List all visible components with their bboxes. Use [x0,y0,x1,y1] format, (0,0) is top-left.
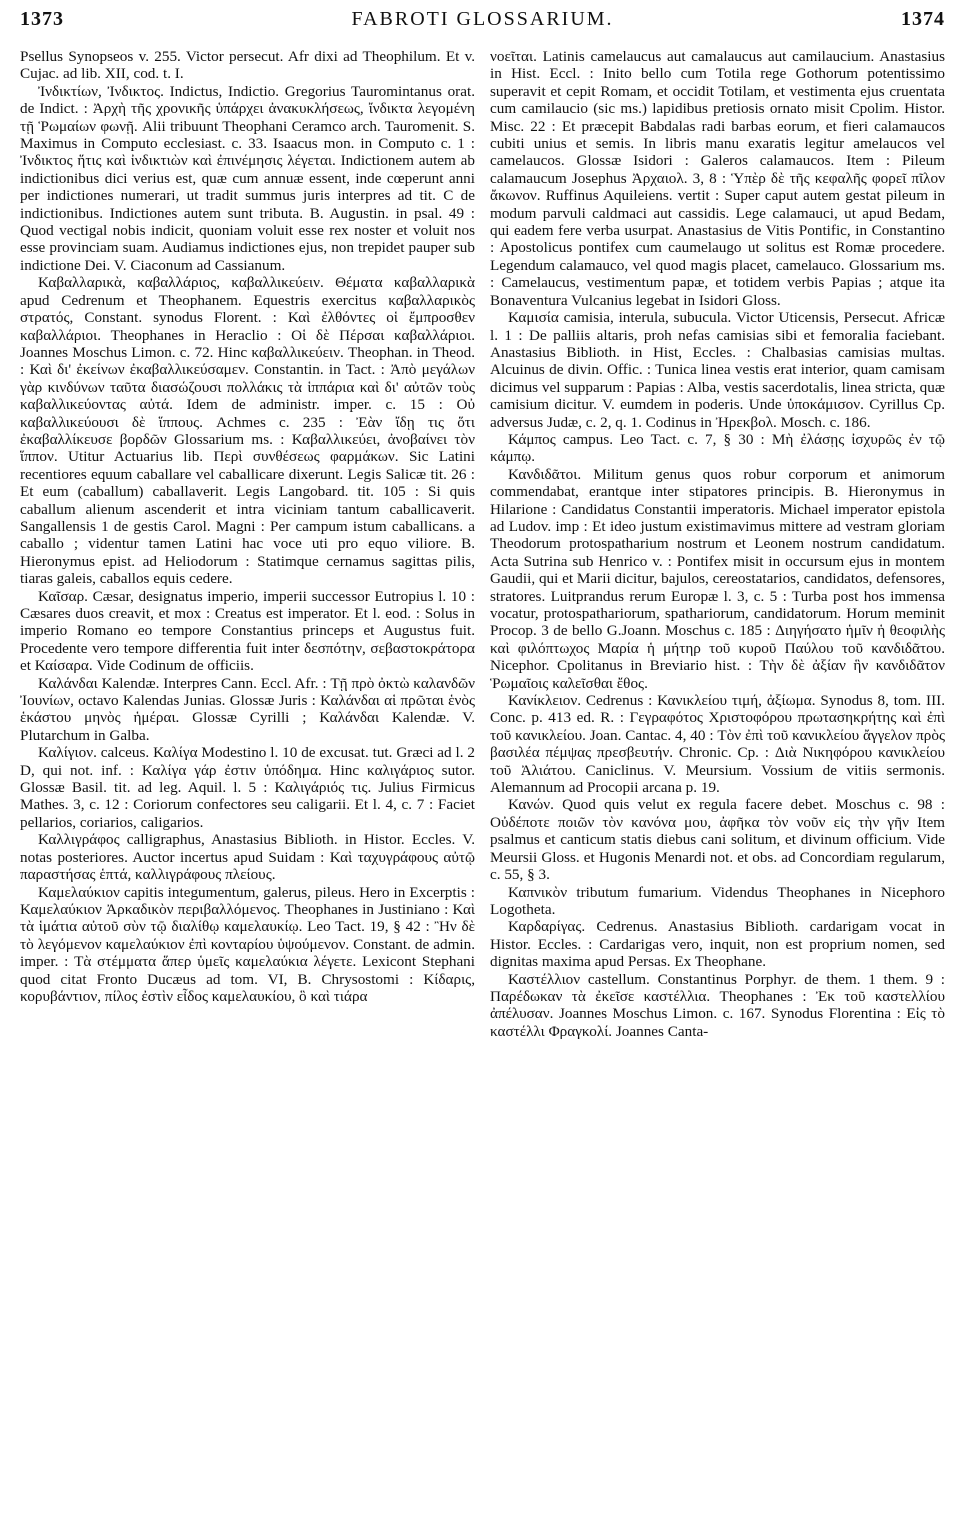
entry: Κάμπος campus. Leo Tact. c. 7, § 30 : Μὴ ἐλάσῃς ἰσχυρῶς ἐν τῷ κάμπῳ. [490,430,945,466]
entry: Καρδαρίγας. Cedrenus. Anastasius Biblioth. cardarigam vocat in Histor. Eccles. : Cardarigas vero, inquit, non est proprium nomen, sed dignitas maxima apud Persas. Ex Theophane. [490,918,945,971]
entry: νοεῖται. Latinis camelaucus aut camalaucus aut camilaucium. Anastasius in Hist. Eccl. : Inito bello cum Totila rege Gothorum potentissimo superavit et cepit Romam, et occidit Totilam, et vestimenta ejus cruentata cum camilaucio (sic ms.) lapidibus pretiosis ornato misit Cpolim. Histor. Misc. 22 : Et præcepit Babdalas radi barbas eorum, et fieri calamaucos cubiti unius et semis. In libris manu exaratis legitur amelaucos vel camelaucos. Glossæ Isidori : Galeros calamaucos. Item : Pileum calamaucum Josephus Ἀρχαιολ. 3, 8 : Ὑπὲρ δὲ τῆς κεφαλῆς φορεῖ πῖλον ἄκωνον. Ruffinus Aquileiens. vertit : Super caput autem gestat pileum in modum parvuli caldmaci aut cassidis. Lege calamauci, ut apud Bedam, qui eadem fere verba usurpat. Anastasius de Vitis Pontific, in Constantino : Apostolicus pontifex cum caumelaugo ut solitus est Romæ procedere. Legendum calamauco, vel quod magis placet, camelauco. Glossarium ms. : Camelaucus, vestimentum papæ, et totidem verbis Papias ; atque ita Bonaventura Vulcanius legebat in Isidori Gloss. [490,48,945,309]
entry: Καμισία camisia, interula, subucula. Victor Uticensis, Persecut. Africæ l. 1 : De palliis altaris, proh nefas camisias sibi et femoralia faciebant. Anastasius Biblioth. in Hist, Eccles. : Chalbasias camisias multas. Alcuinus de divin. Offic. : Tunica linea vestis erat interior, quam camisam dicimus vel supparum : Papias : Alba, vestis sacerdotalis, linea stricta, quæ camisium dicitur. V. eumdem in poderis. Unde ὑποκάμισον. Cyrillus Cp. adversus Judæ, c. 2, q. 1. Codinus in Ἠρεκβολ. Mosch. c. 186. [490,309,945,431]
running-title: FABROTI GLOSSARIUM. [351,8,614,30]
entry: Κανών. Quod quis velut ex regula facere debet. Moschus c. 98 : Οὐδέποτε ποιῶν τὸν κανόνα μου, ἀφῆκα τὸν νοῦν εἰς τὴν γῆν Item psalmus et canticum statis diebus cani solitum, et divinum officium. Vide Meursii Gloss. et Hugonis Menardi not. et obs. ad Concordiam regularum, c. 55, § 3. [490,796,945,884]
text-columns [20,48,945,1040]
entry: Καπνικὸν tributum fumarium. Videndus Theophanes in Nicephoro Logotheta. [490,883,945,918]
right-column [490,48,945,1040]
entry: Καλλιγράφος calligraphus, Anastasius Biblioth. in Histor. Eccles. V. notas posteriores. Auctor incertus apud Suidam : Καὶ ταχυγράφους αὐτῷ παραστήσας ἑπτά, καλλιγράφους πλείους. [20,831,475,884]
entry: Καλάνδαι Kalendæ. Interpres Cann. Eccl. Afr. : Τῇ πρὸ ὀκτὼ καλανδῶν Ἰουνίων, octavo Kalendas Junias. Glossæ Juris : Καλάνδαι αἱ πρῶται ἑνὸς ἑκάστου μηνὸς ἡμέραι. Glossæ Cyrilli ; Καλάνδαι Kalendæ. V. Plutarchum in Galba. [20,674,475,744]
page-number-right: 1374 [900,8,945,30]
page-number-left: 1373 [20,8,64,30]
entry: Κανδιδᾶτοι. Militum genus quos robur corporum et animorum commendabat, erantque inter stipatores principis. B. Hieronymus in Hilarione : Candidatus Constantii imperatoris. Michael imperator epistola ad Ludov. imp : Et ideo justum existimavimus mittere ad vestram gloriam Theodorum protospatharium nostrum et Leonem nostrum candidatum. Acta Sutrina sub Henrico v. : Pontifex misit in occursum ejus in montem Gaudii, qui et Marii dicitur, bajulos, cereostatarios, candidatos, defensores, stratores. Luitprandus rerum Europæ l. 3, c. 5 : Turba post hos immensa vocatur, protospathariorum, spathariorum, candidatorum. Horum meminit Procop. 3 de bello G.Joann. Moschus c. 185 : Διηγήσατο ἡμῖν ἡ θεοφιλὴς καὶ φιλόπτωχος Μαρία ἡ μήτηρ τοῦ κυροῦ Παύλου τοῦ κανδιδᾶτου. Nicephor. Cpolitanus in Breviario hist. : Τὴν δὲ ἀξίαν ἣν κανδιδᾶτον Ῥωμαῖοις καλεῖσθαι ἔθος. [490,465,945,692]
entry: Καβαλλαρικὰ, καβαλλάριος, καβαλλικεύειν. Θέματα καβαλλαρικὰ apud Cedrenum et Theophanem. Equestris exercitus καβαλλαρικὸς στρατός, Constant. synodus Florent. : Καὶ ἐλθόντες οἱ ἔμπροσθεν καβαλλάριοι. Theophanes in Heraclio : Οἱ δὲ Πέρσαι καβαλλάριοι. Joannes Moschus Limon. c. 72. Hinc καβαλλικεύειν. Theophan. in Theod. : Καὶ δι' ἐκείνων ἐκαβαλλικεύσαμεν. Constantin. in Tact. : Ἀπὸ μεγάλων γὰρ κινδύνων ταῦτα διασώζουσι πολλάκις τὰ ἱππάρια καὶ δι' αὐτῶν τοὺς καβαλλικεύοντας αὐτά. Idem de administr. imper. c. 15 : Οὐ καβαλλικεύουσι δὲ ἵππους. Achmes c. 235 : Ἐὰν ἴδῃ τις ὅτι ἐκαβαλλίκευσε βορδῶν Glossarium ms. : Καβαλλικεύει, ἀνοβαίνει τὸν ἵππον. Utitur Actuarius lib. Περὶ συνθέσεως φαρμάκων. Sic Latini recentiores equum caballare vel caballicare dixerunt. Legis Salicæ tit. 26 : Et eum (caballum) caballaverit. Legis Langobard. tit. 105 : Si quis caballum alienum ascenderit et intra viciniam tantum caballicaverit. Sangallensis 1 de gestis Carol. Magni : Per campum istum caballicans. a caballo ; videntur tamen Latini hac voce uti pro equo viliore. B. Hieronymus epist. ad Heliodorum : Statimque cernamus sagittas pilis, tiaras galeis, caballos equis cedere. [20,274,475,588]
entry: Καῖσαρ. Cæsar, designatus imperio, imperii successor Eutropius l. 10 : Cæsares duos creavit, et mox : Creatus est imperator. Et l. eod. : Solus in imperio Romano eo tempore Constantius princeps et Augustus fuit. Procedente vero tempore differentia fuit inter δεσπότην, σεβαστοκράτορα et Καίσαρα. Vide Codinum de officiis. [20,587,475,675]
left-column [20,48,475,1040]
page-header [20,8,945,48]
entry: Psellus Synopseos v. 255. Victor persecut. Afr dixi ad Theophilum. Et v. Cujac. ad lib. XII, cod. t. I. [20,48,475,83]
entry: Ἰνδικτίων, Ἰνδικτος. Indictus, Indictio. Gregorius Tauromintanus orat. de Indict. : Ἀρχὴ τῆς χρονικῆς ὑπάρχει ἀνακυκλήσεως, ἴνδικτα λεγομένη τῇ Ῥωμαίων φωνῇ. Alii tribuunt Theophani Ceramco arch. Tauromenit. S. Maximus in Computo ecclesiast. c. 33. Isaacus mon. in Computo c. 1 : Ἰνδικτος ἥτις καὶ ἰνδικτιὼν καὶ ἐπινέμησις λέγεται. Indictionem autem ab indictionibus dici verius est, quæ cum annuæ essent, inde cœperunt anni per indictiones numerari, ut tradit summus juris interpres ad tit. C de indictionibus. Indictiones autem sunt tributa. B. Augustin. in psal. 49 : Quod vectigal nobis indicit, quoniam voluit esse rex noster et voluit nos esse provinciam suam. Audiamus indictiones ejus, non trepidet pauper sub indictione Dei. V. Ciaconum ad Cassianum. [20,82,475,274]
entry: Κανίκλειον. Cedrenus : Κανικλείου τιμή, ἀξίωμα. Synodus 8, tom. III. Conc. p. 413 ed. R. : Γεγραφότος Χριστοφόρου πρωτασηκρήτης καὶ ἐπὶ τοῦ κανικλείου. Joan. Cantac. 4, 40 : Τὸν ἐπὶ τοῦ κανικλείου ἄγγελον πρὸς βασιλέα πέμψας πρεσβευτήν. Chronic. Cp. : Διὰ Νικηφόρου κανικλείου τοῦ Ἀλιάτου. Caniclinus. V. Meursium. Vossium de vitiis sermonis. Alemannum ad Procopii arcana p. 19. [490,692,945,797]
entry: Καμελαύκιον capitis integumentum, galerus, pileus. Hero in Excerptis : Καμελαύκιον Ἀρκαδικὸν περιβαλλόμενος. Theophanes in Justiniano : Καὶ τὰ ἱμάτια αὐτοῦ σὺν τῷ διαλίθῳ καμελαυκίῳ. Leo Tact. 19, § 42 : Ἢν δὲ τὸ λεγόμενον καμελαύκιον ἐπὶ κονταρίου ὑψούμενον. Constant. de admin. imper. : Τὰ στέμματα ἅπερ ὑμεῖς καμελαύκια λέγετε. Lexicont Stephani quod citat Fronto Ducæus ad tom. VI, B. Chrysostomi : Κίδαρις, κορυβάντιον, πίλος ἐστὶν εἶδος καμελαυκίου, ὃ καὶ τιάρα [20,883,475,1005]
entry: Καλίγιον. calceus. Καλίγα Modestino l. 10 de excusat. tut. Græci ad l. 2 D, qui not. inf. : Καλίγα γάρ ἐστιν ὑπόδημα. Hinc καλιγάριος sutor. Glossæ Basil. tit. ad leg. Aquil. l. 5 : Καλιγάριός τις. Julius Firmicus Mathes. 3, c. 12 : Coriorum confectores seu caligarii. Et l. 4, c. 7 : Faciet pellarios, coriarios, caligarios. [20,744,475,831]
entry: Καστέλλιον castellum. Constantinus Porphyr. de them. 1 them. 9 : Παρέδωκαν τὰ ἐκεῖσε καστέλλια. Theophanes : Ἐκ τοῦ καστελλίου ἀπέλυσαν. Joannes Moschus Limon. c. 167. Synodus Florentina : Εἰς τὸ καστέλλι Φραγκολί. Joannes Canta- [490,970,945,1040]
